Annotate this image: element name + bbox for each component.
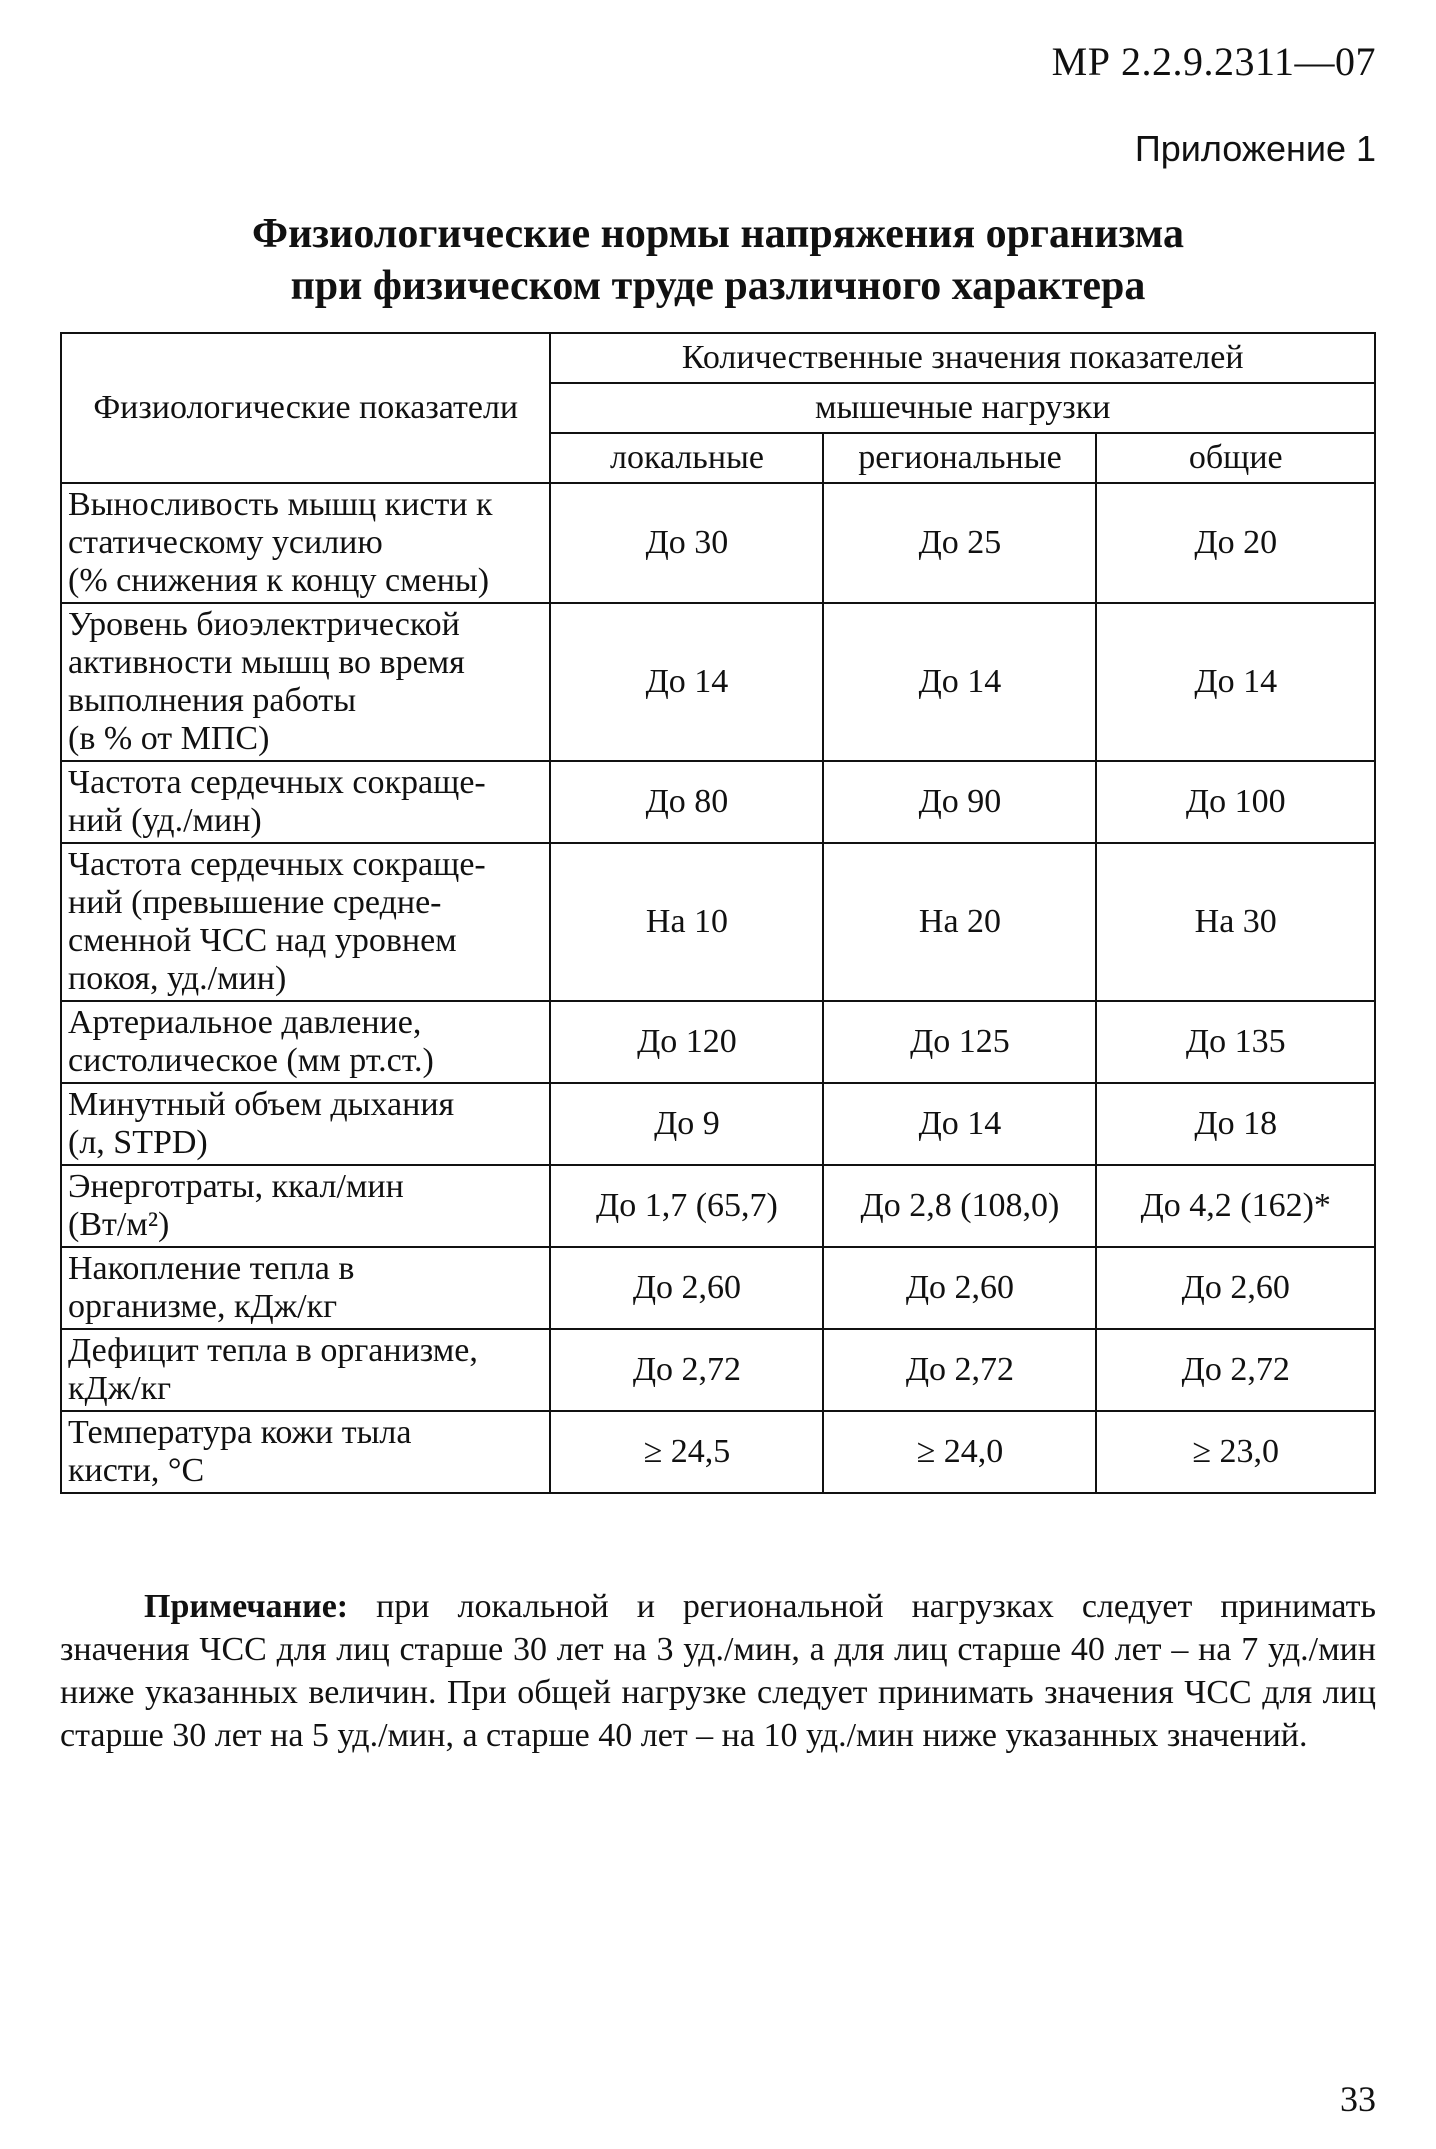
table-header-row [61,333,1375,383]
value-cell: До 2,60 [823,1247,1096,1329]
value-cell: До 2,72 [550,1329,823,1411]
row-label-line: (в % от МПС) [68,720,270,757]
value-cell: До 2,8 (108,0) [823,1165,1096,1247]
column-header-regional: региональные [823,433,1096,483]
value-cell: До 1,7 (65,7) [550,1165,823,1247]
value-cell: До 25 [823,483,1096,603]
page-title [60,208,1376,312]
row-label-line: ний (превышение средне- [68,884,442,921]
row-label-line: (Вт/м²) [68,1206,170,1243]
value-cell: На 10 [550,843,823,1001]
row-label [61,483,550,603]
value-cell: До 120 [550,1001,823,1083]
row-label-line: Частота сердечных сокраще- [68,846,486,883]
row-label-line: Уровень биоэлектрической [68,606,460,643]
value-cell: ≥ 24,5 [550,1411,823,1493]
appendix-label: Приложение 1 [1134,128,1376,169]
document-code: МР 2.2.9.2311—07 [1051,39,1376,84]
row-label [61,1329,550,1411]
row-label [61,1083,550,1165]
value-cell: До 90 [823,761,1096,843]
value-cell: До 80 [550,761,823,843]
row-label-line: активности мышц во время [68,644,465,681]
value-cell: До 14 [823,1083,1096,1165]
column-header-indicators: Физиологические показатели [61,333,550,483]
row-label-line: (л, STPD) [68,1124,208,1161]
value-cell: До 2,72 [823,1329,1096,1411]
value-cell: До 14 [823,603,1096,761]
value-cell: До 2,72 [1096,1329,1375,1411]
row-label [61,843,550,1001]
value-cell: До 4,2 (162)* [1096,1165,1375,1247]
value-cell: До 14 [550,603,823,761]
table-row [61,1165,1375,1247]
note-text: при локальной и региональной нагрузках следует принимать значения ЧСС для лиц старше 30 лет на 3 уд./мин, а для лиц старше 40 лет – на 7 уд./мин ниже указанных величин. При общей нагрузке следует принимать значения ЧСС для лиц старше 30 лет на 5 уд./мин, а старше 40 лет – на 10 уд./мин ниже указанных значений. [60,1588,1376,1754]
value-cell: До 135 [1096,1001,1375,1083]
column-header-local: локальные [550,433,823,483]
row-label-line: Частота сердечных сокраще- [68,764,486,801]
row-label-line: выполнения работы [68,682,357,719]
row-label [61,1411,550,1493]
row-label [61,1001,550,1083]
row-label-line: сменной ЧСС над уровнем [68,922,457,959]
value-cell: До 100 [1096,761,1375,843]
value-cell: До 18 [1096,1083,1375,1165]
value-cell: До 20 [1096,483,1375,603]
note-label: Примечание: [144,1588,349,1625]
row-label-line: ний (уд./мин) [68,802,262,839]
row-label-line: Минутный объем дыхания [68,1086,455,1123]
table-row [61,1411,1375,1493]
value-cell: До 2,60 [550,1247,823,1329]
table-row [61,843,1375,1001]
row-label-line: Температура кожи тыла [68,1414,412,1451]
subgroup-header: мышечные нагрузки [550,383,1375,433]
row-label-line: (% снижения к концу смены) [68,562,490,599]
norms-table [60,332,1376,1494]
row-label-line: Выносливость мышц кисти к [68,486,493,523]
value-cell: До 30 [550,483,823,603]
table-row [61,761,1375,843]
table-row [61,603,1375,761]
row-label-line: Артериальное давление, [68,1004,422,1041]
table-row [61,1329,1375,1411]
row-label-line: систолическое (мм рт.ст.) [68,1042,434,1079]
value-cell: До 9 [550,1083,823,1165]
table-row [61,1083,1375,1165]
title-line-2: при физическом труде различного характера [290,263,1146,309]
row-label-line: статическому усилию [68,524,383,561]
value-cell: ≥ 23,0 [1096,1411,1375,1493]
row-label-line: покоя, уд./мин) [68,960,287,997]
table-row [61,483,1375,603]
value-cell: До 125 [823,1001,1096,1083]
page-number: 33 [1340,2079,1376,2119]
row-label-line: Накопление тепла в [68,1250,355,1287]
column-header-general: общие [1096,433,1375,483]
table-row [61,1247,1375,1329]
row-label-line: Энерготраты, ккал/мин [68,1168,404,1205]
value-cell: На 30 [1096,843,1375,1001]
row-label-line: кисти, °С [68,1452,205,1489]
group-header: Количественные значения показателей [550,333,1375,383]
row-label-line: организме, кДж/кг [68,1288,338,1325]
row-label [61,603,550,761]
note-paragraph [60,1585,1376,1757]
row-label [61,761,550,843]
value-cell: До 2,60 [1096,1247,1375,1329]
value-cell: ≥ 24,0 [823,1411,1096,1493]
row-label [61,1165,550,1247]
row-label-line: кДж/кг [68,1370,172,1407]
table-row [61,1001,1375,1083]
title-line-1: Физиологические нормы напряжения организма [252,211,1184,257]
row-label-line: Дефицит тепла в организме, [68,1332,478,1369]
row-label [61,1247,550,1329]
value-cell: На 20 [823,843,1096,1001]
value-cell: До 14 [1096,603,1375,761]
